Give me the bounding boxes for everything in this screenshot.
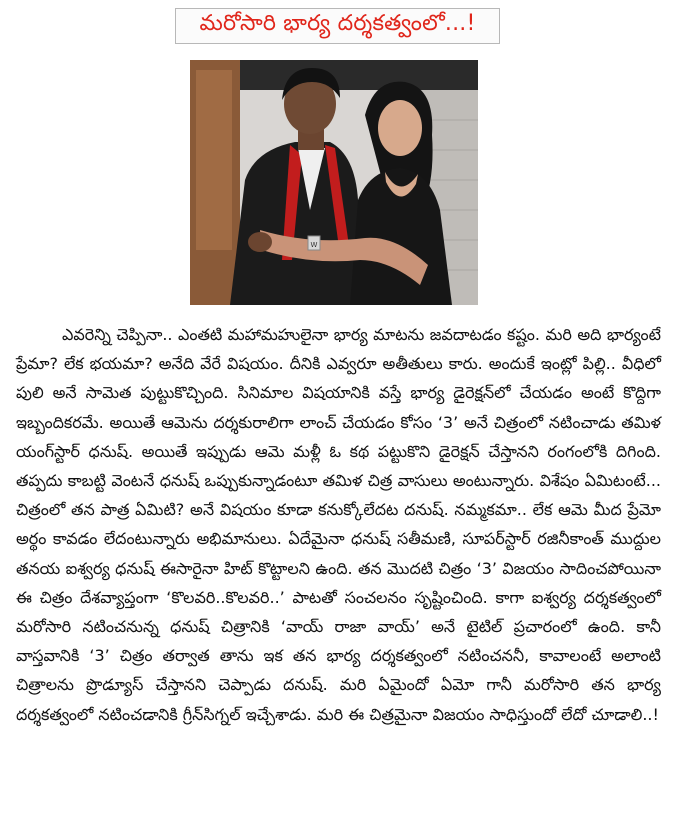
couple-photo	[190, 60, 478, 305]
couple-photo-icon	[190, 60, 478, 305]
headline-box	[175, 8, 500, 44]
article	[16, 320, 661, 729]
watch-label: W	[310, 241, 318, 249]
headline: మరోసారి భార్య దర్శకత్వంలో...!	[199, 11, 476, 36]
article-body: ఎవరెన్ని చెప్పినా.. ఎంతటి మహామహులైనా భార్య మాటను జవదాటడం కష్టం. మరి అది భార్యంటే ప్రేమా? లేక భయమా? అనేది వేరే విషయం. దీనికి ఎవ్వరూ అతీతులు కారు. అందుకే ఇంట్లో పిల్లి.. వీధిలో పులి అనే సామెత పుట్టుకొచ్చింది. సినిమాల విషయానికి వస్తే భార్య డైరెక్షన్‌లో చేయడం అంటే కొద్దిగా ఇబ్బందికరమే. అయితే ఆమెను దర్శకురాలిగా లాంచ్ చేయడం కోసం ‘3’ అనే చిత్రంలో నటించాడు తమిళ యంగ్‌స్టార్ ధనుష్. అయితే ఇప్పుడు ఆమె మళ్లీ ఓ కథ పట్టుకొని డైరెక్షన్ చేస్తానని రంగంలోకి దిగింది. తప్పదు కాబట్టి వెంటనే ధనుష్ ఒప్పుకున్నాడంటూ తమిళ చిత్ర వాసులు అంటున్నారు. విశేషం ఏమిటంటే... చిత్రంలో తన పాత్ర ఏమిటి? అనే విషయం కూడా కనుక్కోలేదట దనుష్. నమ్మకమా.. లేక ఆమె మీద ప్రేమో అర్థం కావడం లేదంటున్నారు అభిమానులు. ఏదేమైనా ధనుష్ సతీమణి, సూపర్‌స్టార్ రజినీకాంత్ ముద్దుల తనయ ఐశ్వర్య ధనుష్ ఈసారైనా హిట్ కొట్టాలని ఉంది. తన మొదటి చిత్రం ‘3’ విజయం సాదించపోయినా ఈ చిత్రం దేశవ్యాప్తంగా ‘కొలవరి..కొలవరి..’ పాటతో సంచలనం సృష్టించింది. కాగా ఐశ్వర్య దర్శకత్వంలో మరోసారి నటించనున్న ధనుష్ చిత్రానికి ‘వాయ్ రాజా వాయ్’ అనే టైటిల్ ప్రచారంలో ఉంది. కానీ వాస్తవానికి ‘3’ చిత్రం తర్వాత తాను ఇక తన భార్య దర్శకత్వంలో నటించననీ, కావాలంటే అలాంటి చిత్రాలను ప్రొడ్యూస్ చేస్తానని చెప్పాడు దనుష్. మరి ఏమైందో ఏమో గానీ మరోసారి తన భార్య దర్శకత్వంలో నటించడానికి గ్రీన్‌సిగ్నల్ ఇచ్చేశాడు. మరి ఈ చిత్రమైనా విజయం సాధిస్తుందో లేదో చూడాలి..!	[16, 325, 661, 724]
